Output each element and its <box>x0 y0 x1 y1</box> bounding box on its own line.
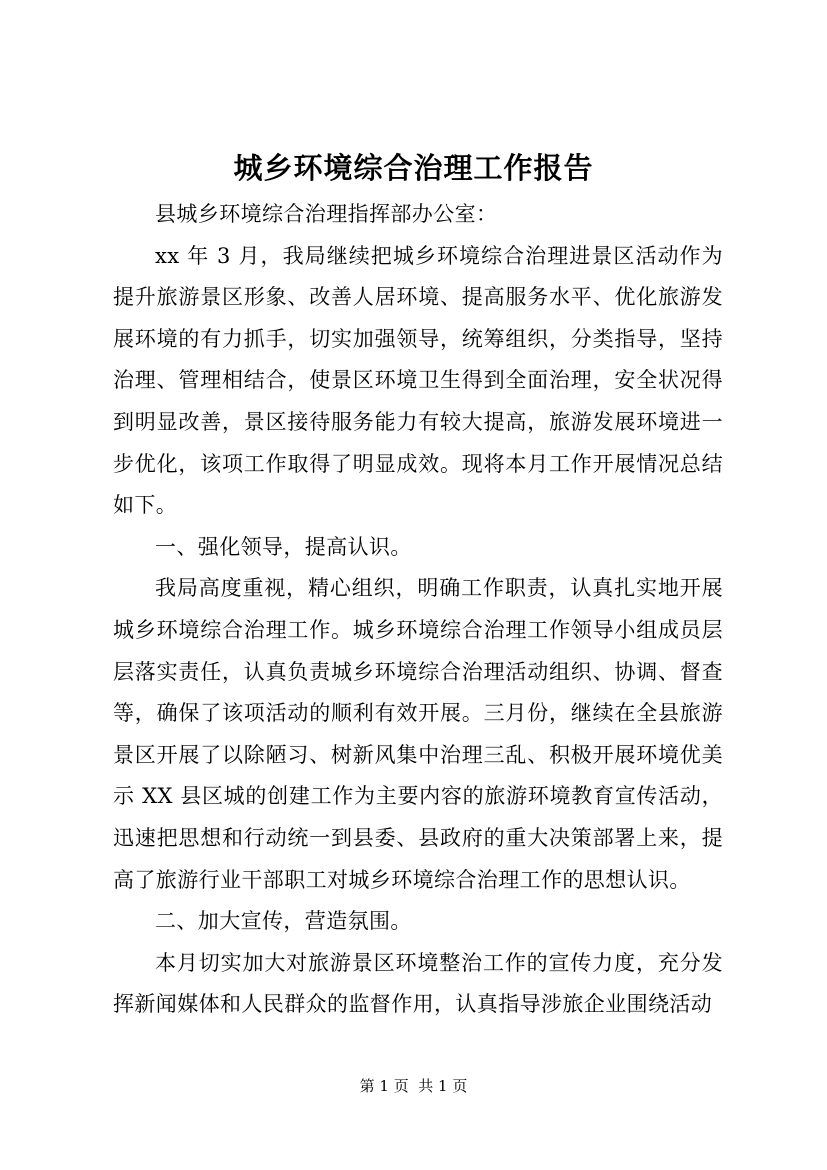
page-footer <box>0 1076 827 1096</box>
paragraph-section-1: 我局高度重视，精心组织，明确工作职责，认真扎实地开展城乡环境综合治理工作。城乡环境综合治理工作领导小组成员层层落实责任，认真负责城乡环境综合治理活动组织、协调、督查等，确保了该项活动的顺利有效开展。三月份，继续在全县旅游景区开展了以除陋习、树新风集中治理三乱、积极开展环境优美示 XX 县区城的创建工作为主要内容的旅游环境教育宣传活动，迅速把思想和行动统一到县委、县政府的重大决策部署上来，提高了旅游行业干部职工对城乡环境综合治理工作的思想认识。 <box>113 576 723 892</box>
section-heading-2: 二、加大宣传，营造氛围。 <box>155 909 412 934</box>
page-number: 第 1 页 共 1 页 <box>359 1077 468 1095</box>
paragraph-salutation: 县城乡环境综合治理指挥部办公室： <box>155 202 498 226</box>
document-body <box>113 194 723 1026</box>
section-heading-1: 一、强化领导，提高认识。 <box>155 534 412 559</box>
document-title: 城乡环境综合治理工作报告 <box>233 151 594 185</box>
paragraph-section-2: 本月切实加大对旅游景区环境整治工作的宣传力度，充分发挥新闻媒体和人民群众的监督作用，认真指导涉旅企业围绕活动 <box>113 950 723 1017</box>
paragraph-intro: xx 年 3 月，我局继续把城乡环境综合治理进景区活动作为提升旅游景区形象、改善人居环境、提高服务水平、优化旅游发展环境的有力抓手，切实加强领导，统筹组织，分类指导，坚持治理、管理相结合，使景区环境卫生得到全面治理，安全状况得到明显改善，景区接待服务能力有较大提高，旅游发展环境进一步优化，该项工作取得了明显成效。现将本月工作开展情况总结如下。 <box>113 243 723 518</box>
